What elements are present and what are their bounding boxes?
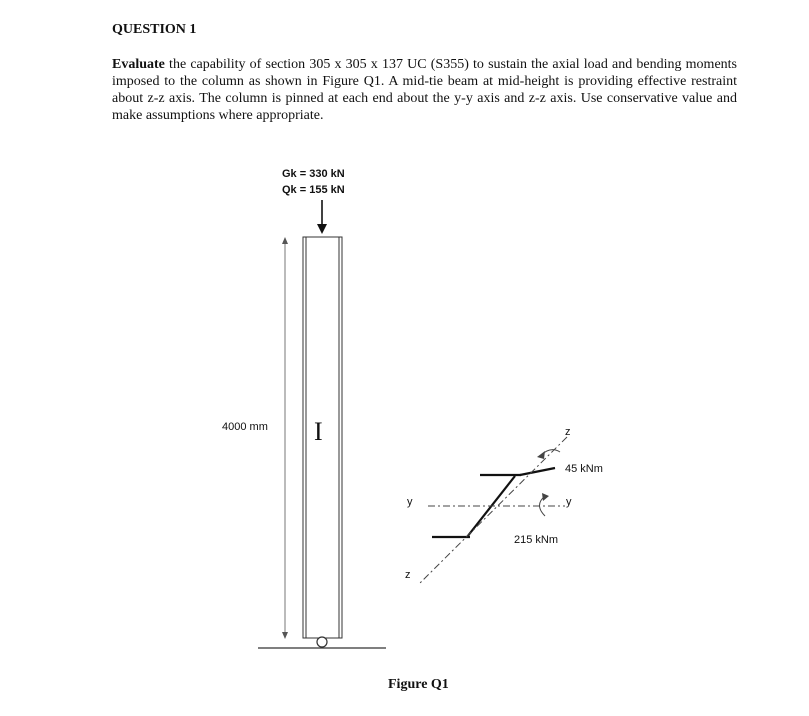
section-axes-diagram <box>420 437 567 583</box>
qk-load-label: Qk = 155 kN <box>282 184 345 196</box>
major-axis-moment-label: 215 kNm <box>514 534 559 546</box>
minor-axis-moment-label: 45 kNm <box>565 463 603 475</box>
z-axis-label-top: z <box>565 426 571 438</box>
height-dimension-line <box>282 237 288 639</box>
top-flange <box>520 468 555 475</box>
question-heading: QUESTION 1 <box>112 22 197 37</box>
z-axis-line <box>420 437 567 583</box>
z-axis-label-bottom: z <box>405 569 411 581</box>
y-axis-label-left: y <box>407 496 413 508</box>
height-dimension-label: 4000 mm <box>222 421 268 433</box>
gk-load-label: Gk = 330 kN <box>282 168 345 180</box>
question-body: the capability of section 305 x 305 x 137 UC (S355) to sustain the axial load and bending moments imposed to the column as shown in Figure Q1. A mid-tie beam at mid-height is providing effective restraint about z-z axis. The column is pinned at each end about the y-y axis and z-z axis. Use conservative value and make assumptions where appropriate. <box>112 57 737 123</box>
axial-load-arrow-icon <box>317 200 327 234</box>
figure-caption: Figure Q1 <box>388 677 449 692</box>
i-section-symbol: I <box>314 417 323 446</box>
question-lead-word: Evaluate <box>112 57 165 72</box>
pin-support-icon <box>258 637 386 648</box>
y-axis-label-right: y <box>566 496 572 508</box>
